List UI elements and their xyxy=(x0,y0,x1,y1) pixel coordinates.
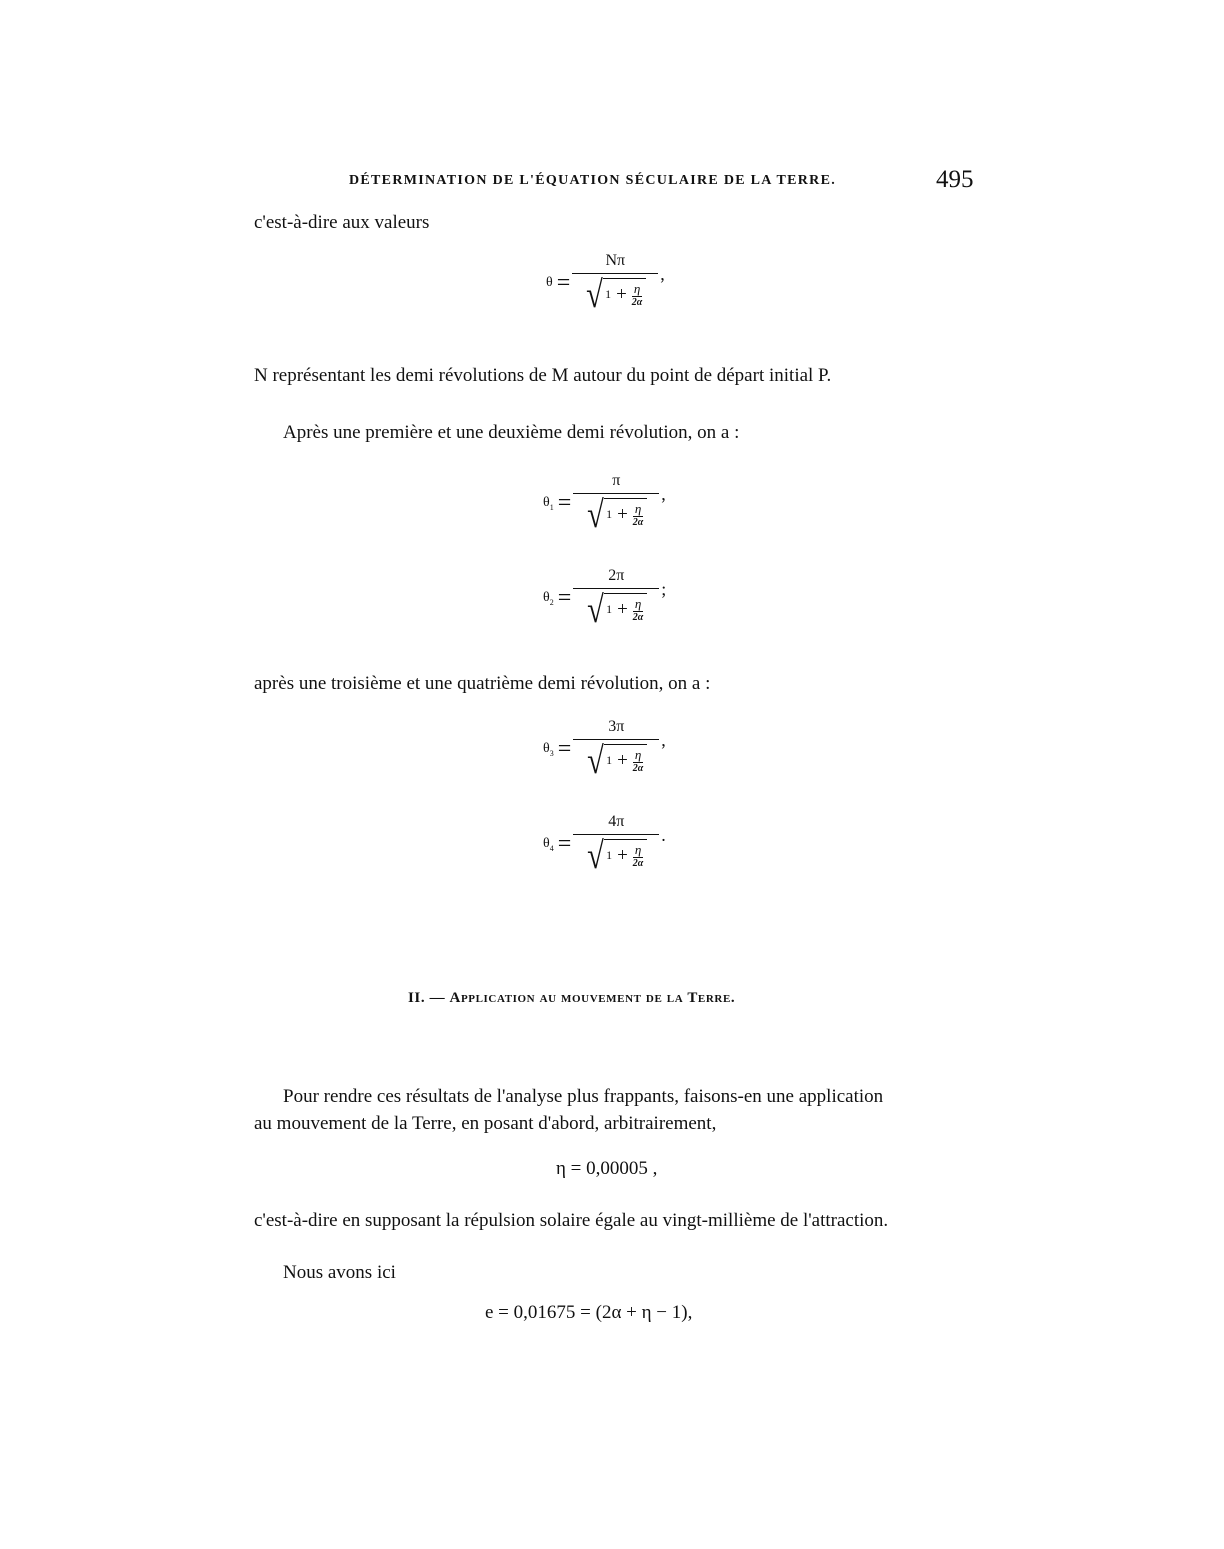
page-number: 495 xyxy=(936,166,974,193)
paragraph-2: N représentant les demi révolutions de M autour du point de départ initial P. xyxy=(254,365,832,386)
denominator: √ 1 + η 2α xyxy=(585,496,647,534)
equation-eta-value: η = 0,00005 , xyxy=(556,1158,658,1179)
sqrt-icon: √ xyxy=(587,494,604,536)
eq-lhs: $\theta_4$ xyxy=(543,835,554,853)
denominator: √ 1 + η 2α xyxy=(585,837,647,875)
paragraph-5-line-2: au mouvement de la Terre, en posant d'abord, arbitrairement, xyxy=(254,1113,717,1134)
equals-sign: = xyxy=(557,830,572,857)
equation-theta3: $\theta_3$ = 3π √ 1 + η 2α , xyxy=(543,718,666,782)
numerator: π xyxy=(573,472,659,494)
equals-sign: = xyxy=(557,489,572,516)
sqrt-icon: √ xyxy=(586,274,603,316)
equation-eccentricity: e = 0,01675 = (2α + η − 1), xyxy=(485,1302,693,1323)
section-title: II. — Application au mouvement de la Terre. xyxy=(408,990,736,1006)
sqrt-icon: √ xyxy=(587,740,604,782)
paragraph-3: Après une première et une deuxième demi révolution, on a : xyxy=(283,422,740,443)
denominator: √ 1 + η 2α xyxy=(584,276,646,314)
paragraph-5-line-1: Pour rendre ces résultats de l'analyse plus frappants, faisons-en une application xyxy=(283,1086,884,1107)
paragraph-1: c'est-à-dire aux valeurs xyxy=(254,212,430,233)
equals-sign: = xyxy=(557,584,572,611)
equation-theta1: $\theta_1$ = π √ 1 + η 2α , xyxy=(543,472,666,536)
equation-theta4: $\theta_4$ = 4π √ 1 + η 2α . xyxy=(543,813,666,877)
sqrt-icon: √ xyxy=(587,589,604,631)
denominator: √ 1 + η 2α xyxy=(585,742,647,780)
sqrt-icon: √ xyxy=(587,835,604,877)
equals-sign: = xyxy=(557,735,572,762)
fraction xyxy=(573,567,659,629)
paragraph-4: après une troisième et une quatrième demi révolution, on a : xyxy=(254,673,711,694)
running-header: DÉTERMINATION DE L'ÉQUATION SÉCULAIRE DE LA TERRE. xyxy=(349,173,837,188)
eq-lhs: $\theta_1$ xyxy=(543,494,554,512)
eq-lhs: θ xyxy=(546,274,553,290)
fraction xyxy=(573,472,659,534)
denominator: √ 1 + η 2α xyxy=(585,591,647,629)
fraction xyxy=(573,718,659,780)
eq-lhs: $\theta_2$ xyxy=(543,589,554,607)
numerator: 4π xyxy=(573,813,659,835)
eq-lhs: $\theta_3$ xyxy=(543,740,554,758)
equation-theta2: $\theta_2$ = 2π √ 1 + η 2α ; xyxy=(543,567,667,631)
fraction xyxy=(572,252,658,314)
fraction xyxy=(573,813,659,875)
equation-theta: θ = Nπ √ 1 + η 2α , xyxy=(546,252,665,316)
numerator: 2π xyxy=(573,567,659,589)
equals-sign: = xyxy=(556,269,571,296)
numerator: 3π xyxy=(573,718,659,740)
paragraph-7: Nous avons ici xyxy=(283,1262,396,1283)
numerator: Nπ xyxy=(572,252,658,274)
paragraph-6: c'est-à-dire en supposant la répulsion solaire égale au vingt-millième de l'attraction. xyxy=(254,1210,889,1231)
